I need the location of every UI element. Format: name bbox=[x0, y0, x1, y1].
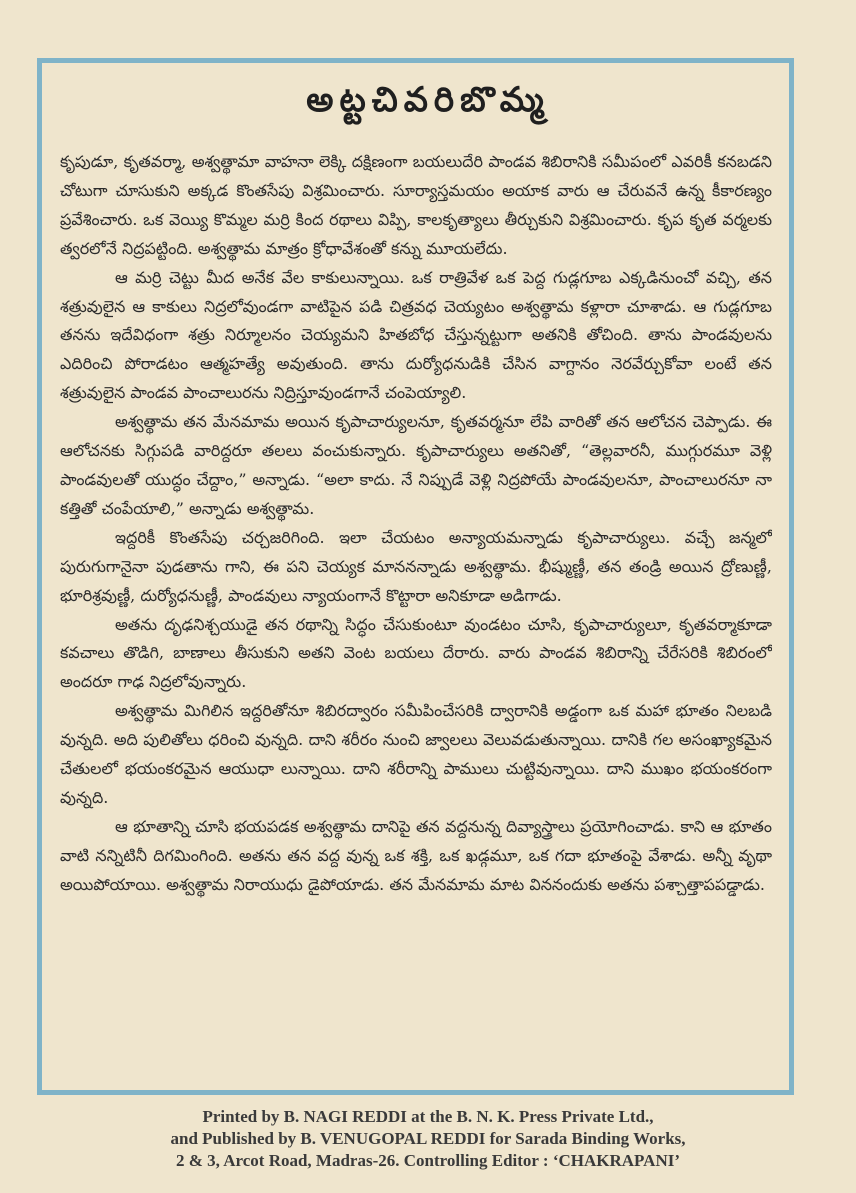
story-paragraph-2: ఆ మర్రి చెట్టు మీద అనేక వేల కాకులున్నాయి. ఒక రాత్రివేళ ఒక పెద్ద గుడ్లగూబ ఎక్కడినుంచో వచ్చి, తన శత్రువులైన ఆ కాకులు నిద్రలోవుండగా వాటిపైన పడి చిత్రవధ చెయ్యటం అశ్వత్థామ కళ్లారా చూశాడు. ఆ గుడ్లగూబ తనను ఇదేవిధంగా శత్రు నిర్మూలనం చెయ్యమని హితబోధ చేస్తున్నట్టుగా అతనికి తోచింది. తాను పాండవులను ఎదిరించి పోరాడటం ఆత్మహత్యే అవుతుంది. తాను దుర్యోధనుడికి చేసిన వాగ్దానం నెరవేర్చుకోవా లంటే తన శత్రువులైన పాండవ పాంచాలురను నిద్రిస్తూవుండగానే చంపెయ్యాలి. bbox=[60, 267, 772, 403]
imprint-line-3: 2 & 3, Arcot Road, Madras-26. Controlling Editor : ‘CHAKRAPANI’ bbox=[176, 1151, 680, 1170]
story-paragraph-5: అతను దృఢనిశ్చయుడై తన రథాన్ని సిద్ధం చేసుకుంటూ వుండటం చూసి, కృపాచార్యులూ, కృతవర్మాకూడా కవచాలు తొడిగి, బాణాలు తీసుకుని అతని వెంట బయలు దేరారు. వారు పాండవ శిబిరాన్ని చేరేసరికి శిబిరంలో అందరూ గాఢ నిద్రలోవున్నారు. bbox=[60, 614, 772, 692]
story-paragraph-6: అశ్వత్థామ మిగిలిన ఇద్దరితోనూ శిబిరద్వారం సమీపించేసరికి ద్వారానికి అడ్డంగా ఒక మహా భూతం నిలబడి వున్నది. అది పులితోలు ధరించి వున్నది. దాని శరీరం నుంచి జ్వాలలు వెలువడుతున్నాయి. దానికి గల అసంఖ్యాకమైన చేతులలో భయంకరమైన ఆయుధా లున్నాయి. దాని శరీరాన్ని పాములు చుట్టివున్నాయి. దాని ముఖం భయంకరంగా వున్నది. bbox=[60, 701, 772, 807]
story-paragraph-4: ఇద్దరికీ కొంతసేపు చర్చజరిగింది. ఇలా చేయటం అన్యాయమన్నాడు కృపాచార్యులు. వచ్చే జన్మలో పురుగుగానైనా పుడతాను గాని, ఈ పని చెయ్యక మాననన్నాడు అశ్వత్థామ. భీష్ముణ్ణీ, తన తండ్రి అయిన ద్రోణుణ్ణీ, భూరిశ్రవుణ్ణీ, దుర్యోధనుణ్ణీ, పాండవులు న్యాయంగానే కొట్టారా అనికూడా అడిగాడు. bbox=[60, 527, 772, 605]
imprint-footer bbox=[0, 1106, 856, 1172]
story-paragraph-7: ఆ భూతాన్ని చూసి భయపడక అశ్వత్థామ దానిపై తన వద్దనున్న దివ్యాస్త్రాలు ప్రయోగించాడు. కాని ఆ భూతం వాటి నన్నిటినీ దిగమింగింది. అతను తన వద్ద వున్న ఒక శక్తి, ఒక ఖడ్గమూ, ఒక గదా భూతంపై వేశాడు. అన్నీ వృథా అయిపోయాయి. అశ్వత్థామ నిరాయుధు డైపోయాడు. తన మేనమామ మాట విననందుకు అతను పశ్చాత్తాపపడ్డాడు. bbox=[60, 816, 772, 894]
story-paragraph-1: కృపుడూ, కృతవర్మా, అశ్వత్థామా వాహనా లెక్కి దక్షిణంగా బయలుదేరి పాండవ శిబిరానికి సమీపంలో ఎవరికీ కనబడని చోటుగా చూసుకుని అక్కడ కొంతసేపు విశ్రమించారు. సూర్యాస్తమయం అయాక వారు ఆ చేరువనే ఉన్న కీకారణ్యం ప్రవేశించారు. ఒక వెయ్యి కొమ్మల మర్రి కింద రథాలు విప్పి, కాలకృత్యాలు తీర్చుకుని విశ్రమించారు. కృప కృత వర్మలకు త్వరలోనే నిద్రపట్టింది. అశ్వత్థామ మాత్రం క్రోధావేశంతో కన్ను మూయలేదు. bbox=[60, 152, 772, 258]
story-paragraph-3: అశ్వత్థామ తన మేనమామ అయిన కృపాచార్యులనూ, కృతవర్మనూ లేపి వారితో తన ఆలోచన చెప్పాడు. ఈ ఆలోచనకు సిగ్గుపడి వారిద్దరూ తలలు వంచుకున్నారు. కృపాచార్యులు అతనితో, “తెల్లవారనీ, ముగ్గురమూ వెళ్లి పాండవులతో యుద్ధం చేద్దాం,” అన్నాడు. “అలా కాదు. నే నిప్పుడే వెళ్లి నిద్రపోయే పాండవులనూ, పాంచాలురనూ నా కత్తితో చంపేయాలి,” అన్నాడు అశ్వత్థామ. bbox=[60, 412, 772, 518]
story-body bbox=[60, 148, 772, 1080]
imprint-line-2: and Published by B. VENUGOPAL REDDI for Sarada Binding Works, bbox=[170, 1129, 686, 1148]
page-title: అట్టచివరిబొమ్మ bbox=[306, 80, 550, 120]
imprint-line-1: Printed by B. NAGI REDDI at the B. N. K. Press Private Ltd., bbox=[202, 1107, 654, 1126]
